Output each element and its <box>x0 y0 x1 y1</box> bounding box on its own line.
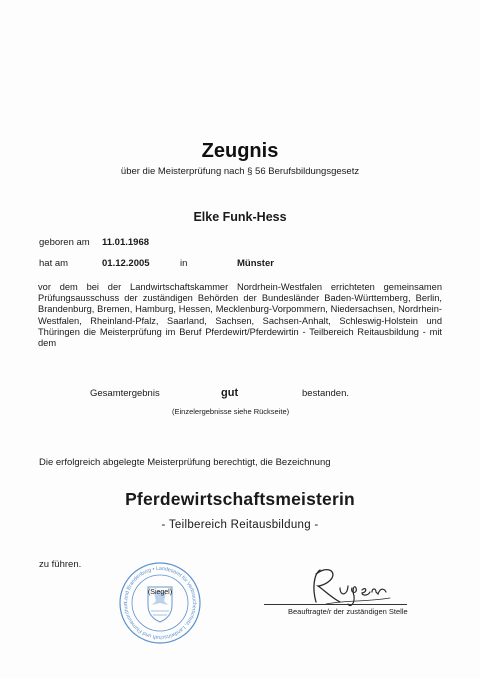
in-label: in <box>180 258 188 269</box>
result-value: gut <box>221 387 239 399</box>
born-label: geboren am <box>39 237 90 248</box>
profession-title: Pferdewirtschaftsmeisterin <box>125 489 355 509</box>
closing-text: zu führen. <box>39 559 82 570</box>
result-suffix: bestanden. <box>302 388 350 399</box>
result-label: Gesamtergebnis <box>90 388 160 399</box>
signature-line <box>264 604 407 605</box>
official-seal <box>118 561 202 650</box>
signatory-label: Beauftragte/r der zuständigen Stelle <box>288 607 408 616</box>
exam-date: 01.12.2005 <box>102 258 150 269</box>
exam-city: Münster <box>237 258 274 269</box>
born-date: 11.01.1968 <box>102 237 150 248</box>
exam-label: hat am <box>39 258 69 269</box>
profession-subtitle: - Teilbereich Reitausbildung - <box>161 519 319 531</box>
certificate-subtitle: über die Meisterprüfung nach § 56 Berufsbildungsgesetz <box>120 166 360 177</box>
holder-name: Elke Funk-Hess <box>193 210 287 224</box>
seal-ring-text: Land Brandenburg • Landesamt für Verbraucherschutz, Landwirtschaft und Flurneuordnun <box>122 565 198 641</box>
certificate-title: Zeugnis <box>201 140 279 162</box>
exam-body-text: vor dem bei der Landwirtschaftskammer Nordrhein-Westfalen errichteten gemeinsamen Prüfungsausschuss der zuständigen Behörden der Bundesländer Baden-Württemberg, Berlin, Brandenburg, Bremen, Hamburg, Hessen, Mecklenburg-Vorpommern, Niedersachsen, Nordrhein-Westfalen, Rheinland-Pfalz, Saarland, Sachsen, Sachsen-Anhalt, Schleswig-Holstein und Thüringen die Meisterprüfung im Beruf Pferdewirt/Pferdewirtin - Teilbereich Reitausbildung - mit dem <box>38 282 442 349</box>
seal-label: (Siegel) <box>147 589 173 596</box>
entitlement-text: Die erfolgreich abgelegte Meisterprüfung berechtigt, die Bezeichnung <box>39 457 331 468</box>
result-note: (Einzelergebnisse siehe Rückseite) <box>172 407 290 416</box>
